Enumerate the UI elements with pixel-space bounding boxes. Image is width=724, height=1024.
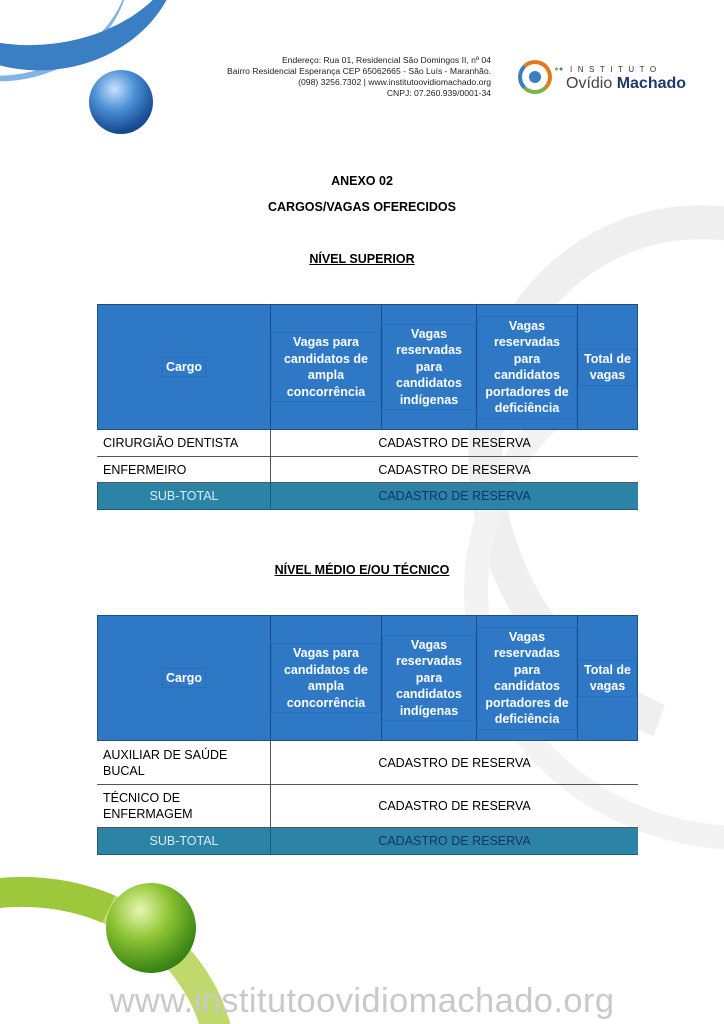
logo-dots-icon xyxy=(555,67,563,71)
section-heading-medio: NÍVEL MÉDIO E/OU TÉCNICO xyxy=(274,563,450,577)
institute-logo xyxy=(514,58,690,98)
header-deficiencia: Vagas reservadas para candidatos portadores de deficiência xyxy=(477,616,578,740)
decorative-blue-sphere xyxy=(89,70,153,134)
row-cargo: CIRURGIÃO DENTISTA xyxy=(97,430,271,456)
row-value: CADASTRO DE RESERVA xyxy=(378,462,531,477)
address-line: Bairro Residencial Esperança CEP 65062665 - São Luís - Maranhão. xyxy=(226,66,491,76)
header-total: Total de vagas xyxy=(578,616,638,740)
header-indigenas: Vagas reservadas para candidatos indígenas xyxy=(382,616,477,740)
header-ampla-concorrencia: Vagas para candidatos de ampla concorrência xyxy=(271,305,382,429)
header-indigenas: Vagas reservadas para candidatos indígenas xyxy=(382,305,477,429)
table-nivel-superior xyxy=(97,304,638,510)
decorative-green-sphere xyxy=(106,883,196,973)
page-title: ANEXO 02 xyxy=(331,174,393,188)
table-header-row xyxy=(97,304,638,430)
footer-website: www.institutoovidiomachado.org xyxy=(109,982,615,1020)
address-line: CNPJ: 07.260.939/0001-34 xyxy=(386,88,491,98)
table-row xyxy=(97,430,638,457)
header-cargo: Cargo xyxy=(97,305,271,429)
table-row xyxy=(97,785,638,828)
row-value: CADASTRO DE RESERVA xyxy=(378,799,531,813)
logo-name-first: Ovídio xyxy=(566,75,613,92)
section-heading-superior: NÍVEL SUPERIOR xyxy=(309,252,415,266)
table-row xyxy=(97,741,638,785)
table-header-row xyxy=(97,615,638,741)
header-ampla-concorrencia: Vagas para candidatos de ampla concorrência xyxy=(271,616,382,740)
table-nivel-medio xyxy=(97,615,638,855)
page-subtitle: CARGOS/VAGAS OFERECIDOS xyxy=(268,200,456,214)
logo-top-text: INSTITUTO xyxy=(570,65,662,74)
row-value: CADASTRO DE RESERVA xyxy=(378,755,531,770)
logo-name xyxy=(566,75,686,93)
header-deficiencia: Vagas reservadas para candidatos portadores de deficiência xyxy=(477,305,578,429)
header-total: Total de vagas xyxy=(578,305,638,429)
subtotal-value: CADASTRO DE RESERVA xyxy=(378,489,531,503)
row-cargo: TÉCNICO DE ENFERMAGEM xyxy=(97,785,271,827)
logo-name-second: Machado xyxy=(616,75,687,92)
row-value: CADASTRO DE RESERVA xyxy=(378,436,531,450)
header-cargo: Cargo xyxy=(97,616,271,740)
address-line: Endereço: Rua 01, Residencial São Domingos II, nº 04 xyxy=(281,55,491,65)
row-cargo: ENFERMEIRO xyxy=(97,457,271,482)
subtotal-row xyxy=(97,483,638,510)
subtotal-label: SUB-TOTAL xyxy=(98,483,271,509)
row-cargo: AUXILIAR DE SAÚDE BUCAL xyxy=(97,741,271,784)
subtotal-value: CADASTRO DE RESERVA xyxy=(378,834,531,848)
table-row xyxy=(97,457,638,483)
address-line: (098) 3256.7302 | www.institutoovidiomachado.org xyxy=(298,77,491,87)
subtotal-row xyxy=(97,828,638,855)
header-address xyxy=(185,55,491,99)
subtotal-label: SUB-TOTAL xyxy=(98,828,271,854)
logo-circle-icon xyxy=(518,60,552,94)
